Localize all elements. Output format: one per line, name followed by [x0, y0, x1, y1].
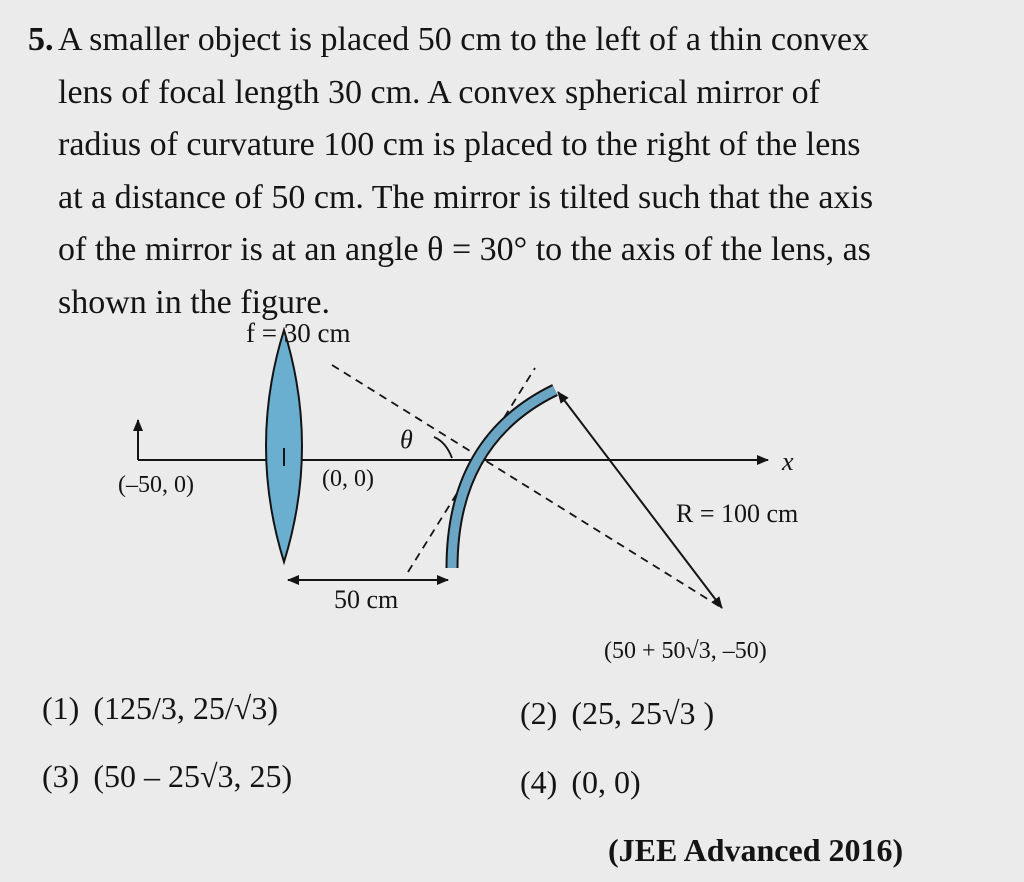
- question-line: at a distance of 50 cm. The mirror is tilted such that the axis: [58, 178, 874, 216]
- question-line-text: A smaller object is placed 50 cm to the left of a thin convex: [58, 21, 870, 58]
- focal-length-label: f = 30 cm: [246, 318, 351, 348]
- option-4[interactable]: [520, 764, 641, 801]
- exam-source: (JEE Advanced 2016): [608, 832, 904, 868]
- option-3[interactable]: [42, 758, 292, 795]
- option-number: (3): [42, 758, 80, 794]
- option-text: (125/3, 25/√3): [93, 690, 278, 726]
- origin-coordinate-label: (0, 0): [322, 466, 374, 492]
- question-line: lens of focal length 30 cm. A convex spherical mirror of: [58, 73, 820, 111]
- distance-label: 50 cm: [334, 585, 399, 614]
- option-text: (0, 0): [571, 764, 641, 800]
- theta-arc: [434, 437, 452, 458]
- question-line: shown in the figure.: [58, 283, 330, 321]
- option-1[interactable]: [42, 690, 278, 727]
- question-line: radius of curvature 100 cm is placed to the right of the lens: [58, 126, 861, 163]
- option-number: (1): [42, 690, 80, 726]
- radius-label: R = 100 cm: [676, 499, 799, 528]
- object-coordinate-label: (–50, 0): [118, 472, 194, 498]
- question-number: 5.: [28, 21, 54, 58]
- option-number: (2): [520, 695, 558, 731]
- center-coordinate-label: (50 + 50√3, –50): [604, 638, 767, 664]
- x-axis-label: x: [782, 447, 794, 476]
- convex-lens: [266, 330, 302, 562]
- convex-mirror: [452, 390, 555, 568]
- option-text: (25, 25√3 ): [571, 695, 715, 731]
- question-line: of the mirror is at an angle θ = 30° to the axis of the lens, as: [58, 231, 871, 268]
- option-2[interactable]: [520, 695, 714, 732]
- option-number: (4): [520, 764, 558, 800]
- theta-label: θ: [400, 425, 413, 454]
- option-text: (50 – 25√3, 25): [93, 758, 293, 794]
